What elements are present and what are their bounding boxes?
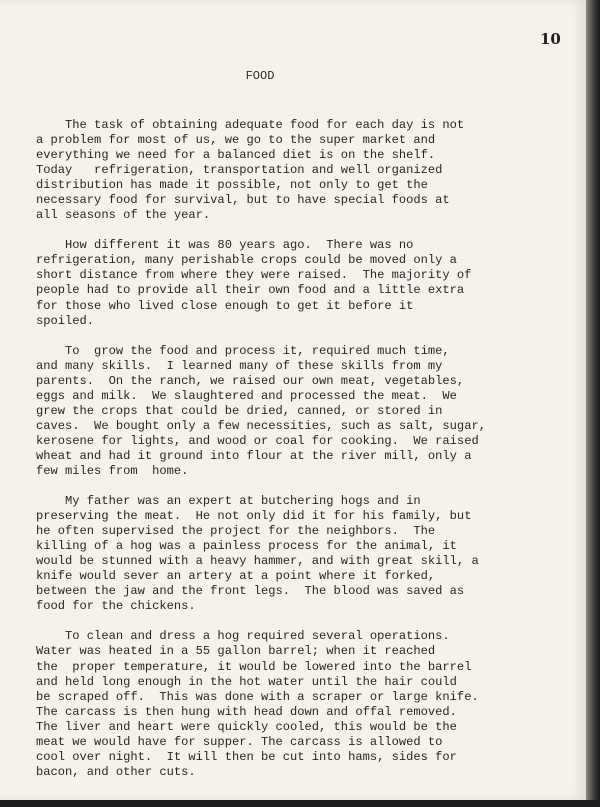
paragraph-1: The task of obtaining adequate food for each day is not a problem for most of us, we go to the super market and everything we need for a balanced diet is on the shelf. Today refrigeration, transportation and well organized distribution has made it possible, not only to get the necessary food for survival, but to have special foods at all seasons of the year. — [36, 118, 465, 223]
paragraph-4: My father was an expert at butchering hogs and in preserving the meat. He not only did it for his family, but he often supervised the project for the neighbors. The killing of a hog was a painless process for the animal, it would be stunned with a heavy hammer, and with great skill, a knife would sever an artery at a point where it forked, between the jaw and the front legs. The blood was saved as food for the chickens. — [36, 494, 479, 614]
page-edge-shadow — [586, 0, 600, 807]
body-text — [36, 118, 506, 795]
paragraph-2: How different it was 80 years ago. There was no refrigeration, many perishable crops could be moved only a short distance from where they were raised. The majority of people had to provide all their own food and a little extra for those who lived close enough to get it before it spoiled. — [36, 238, 472, 328]
page-number: 10 — [540, 30, 561, 48]
paragraph-3: To grow the food and process it, required much time, and many skills. I learned many of these skills from my parents. On the ranch, we raised our own meat, vegetables, eggs and milk. We slaughtered and processed the meat. We grew the crops that could be dried, canned, or stored in caves. We bought only a few necessities, such as salt, sugar, kerosene for lights, and wood or coal for cooking. We raised wheat and had it ground into flour at the river mill, only a few miles from home. — [36, 343, 486, 478]
paragraph-5: To clean and dress a hog required several operations. Water was heated in a 55 gallon barrel; when it reached the proper temperature, it would be lowered into the barrel and held long enough in the hot water until the hair could be scraped off. This was done with a scraper or large knife. The carcass is then hung with head down and offal removed. The liver and heart were quickly cooled, this would be the meat we would have for supper. The carcass is allowed to cool over night. It will then be cut into hams, sides for bacon, and other cuts. — [36, 629, 479, 779]
page-title: FOOD — [245, 69, 275, 83]
page-bottom-edge — [0, 800, 600, 807]
